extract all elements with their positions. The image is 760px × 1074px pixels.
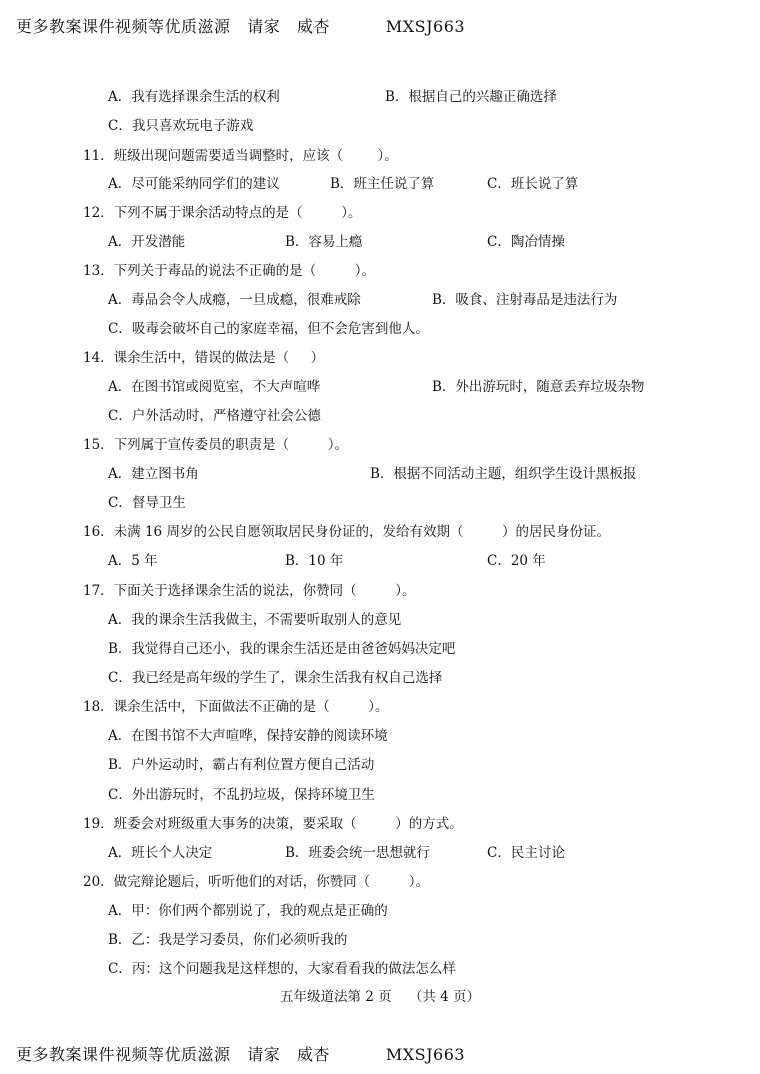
option-text: C．丙：这个问题我是这样想的，大家看看我的做法怎么样	[108, 961, 456, 977]
option-text: C．外出游玩时，不乱扔垃圾，保持环境卫生	[108, 787, 375, 803]
option-text: B．容易上瘾	[285, 234, 363, 250]
option-text: C．20 年	[487, 553, 546, 569]
option-text: B．吸食、注射毒品是违法行为	[432, 292, 618, 308]
option-text: C．吸毒会破坏自己的家庭幸福，但不会危害到他人。	[108, 321, 429, 337]
option-text: C．督导卫生	[108, 495, 186, 511]
option-text: A．在图书馆不大声喧哗，保持安静的阅读环境	[108, 728, 388, 744]
option-text: A．5 年	[108, 553, 158, 569]
question-text: 12．下列不属于课余活动特点的是（ ）。	[83, 205, 362, 221]
option-text: A．毒品会令人成瘾，一旦成瘾，很难戒除	[108, 292, 361, 308]
page-footer: 五年级道法第 2 页 （共 4 页）	[279, 989, 480, 1005]
question-text: 19．班委会对班级重大事务的决策，要采取（ ）的方式。	[83, 816, 463, 832]
header-banner: 更多教案课件视频等优质滋源 请家 威杏 MXSJ663	[16, 17, 466, 36]
question-text: 17．下面关于选择课余生活的说法，你赞同（ ）。	[83, 583, 416, 599]
option-text: C．我已经是高年级的学生了，课余生活我有权自己选择	[108, 670, 443, 686]
option-text: A．在图书馆或阅览室，不大声喧哗	[108, 379, 321, 395]
option-text: B．班主任说了算	[330, 176, 435, 192]
option-text: B．根据不同活动主题，组织学生设计黑板报	[370, 466, 637, 482]
option-text: B．外出游玩时，随意丢弃垃圾杂物	[432, 379, 645, 395]
option-text: A．建立图书角	[108, 466, 199, 482]
question-text: 16．未满 16 周岁的公民自愿领取居民身份证的，发给有效期（ ）的居民身份证。	[83, 524, 611, 540]
option-text: A．我有选择课余生活的权利	[108, 89, 280, 105]
option-text: C．班长说了算	[487, 176, 579, 192]
option-text: B．班委会统一思想就行	[285, 845, 430, 861]
option-text: A．班长个人决定	[108, 845, 213, 861]
option-text: C．户外活动时，严格遵守社会公德	[108, 408, 321, 424]
option-text: B．根据自己的兴趣正确选择	[385, 89, 557, 105]
option-text: C．陶冶情操	[487, 234, 565, 250]
option-text: B．乙：我是学习委员，你们必须听我的	[108, 932, 348, 948]
option-text: A．开发潜能	[108, 234, 186, 250]
footer-banner: 更多教案课件视频等优质滋源 请家 威杏 MXSJ663	[16, 1045, 466, 1064]
option-text: C．我只喜欢玩电子游戏	[108, 118, 254, 134]
option-text: B．我觉得自己还小，我的课余生活还是由爸爸妈妈决定吧	[108, 641, 456, 657]
option-text: B．10 年	[285, 553, 344, 569]
question-text: 20．做完辩论题后，听听他们的对话，你赞同（ ）。	[83, 874, 430, 890]
question-text: 11．班级出现问题需要适当调整时，应该（ ）。	[83, 148, 398, 164]
question-text: 15．下列属于宣传委员的职责是（ ）。	[83, 437, 349, 453]
option-text: A．我的课余生活我做主，不需要听取别人的意见	[108, 612, 402, 628]
question-text: 18．课余生活中，下面做法不正确的是（ ）。	[83, 699, 389, 715]
option-text: A．尽可能采纳同学们的建议	[108, 176, 280, 192]
option-text: A．甲：你们两个都别说了，我的观点是正确的	[108, 903, 388, 919]
question-text: 13．下列关于毒品的说法不正确的是（ ）。	[83, 263, 376, 279]
option-text: C．民主讨论	[487, 845, 565, 861]
question-text: 14．课余生活中，错误的做法是（ ）	[83, 350, 325, 366]
option-text: B．户外运动时，霸占有利位置方便自己活动	[108, 757, 375, 773]
